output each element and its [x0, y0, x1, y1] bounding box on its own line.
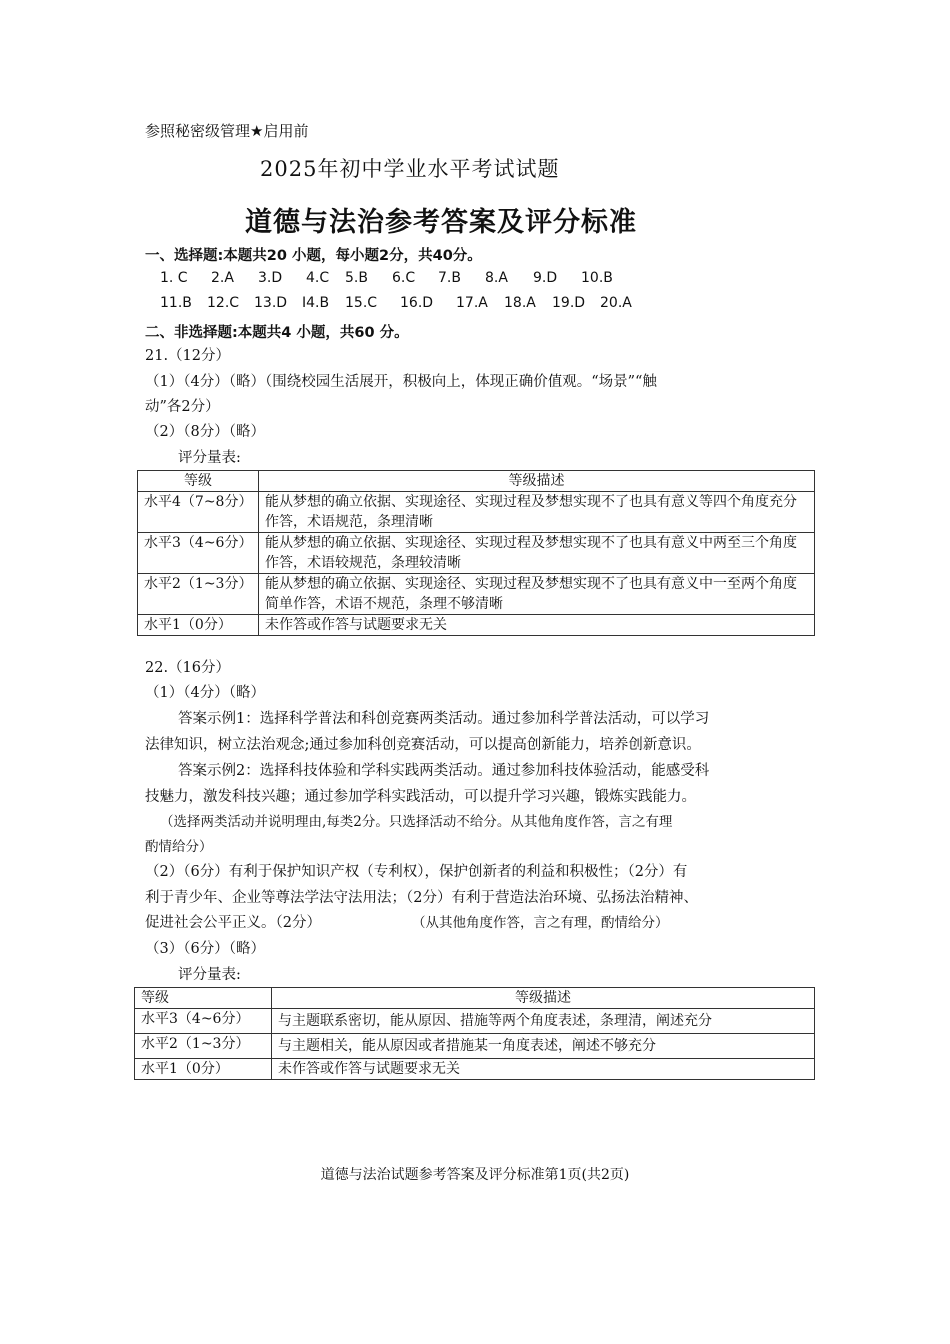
desc-cell: 能从梦想的确立依据、实现途径、实现过程及梦想实现不了也具有意义中一至两个角度简单作答，术语不规范，条理不够清晰	[259, 574, 815, 615]
table-row	[135, 1034, 815, 1059]
table-header-row	[138, 471, 815, 492]
answer-item: 4.C	[306, 270, 330, 286]
table-row	[138, 492, 815, 533]
table-row	[138, 574, 815, 615]
desc-cell: 能从梦想的确立依据、实现途径、实现过程及梦想实现不了也具有意义中两至三个角度作答，术语较规范，条理较清晰	[259, 533, 815, 574]
q22-example2-line1: 答案示例2：选择科技体验和学科实践两类活动。通过参加科技体验活动，能感受科	[178, 763, 710, 779]
level-cell: 水平2（1~3分）	[138, 574, 259, 615]
answers-row-1	[0, 270, 950, 290]
table-header-row	[135, 988, 815, 1009]
q22-scoring-note-line1: （选择两类活动并说明理由,每类2分。只选择活动不给分。从其他角度作答，言之有理	[160, 814, 673, 830]
q22-part2-line2: 利于青少年、企业等尊法学法守法用法；（2分）有利于营造法治环境、弘扬法治精神、	[145, 890, 698, 906]
q22-part2-line1: （2）（6分）有利于保护知识产权（专利权），保护创新者的利益和积极性；（2分）有	[145, 864, 688, 880]
page-footer: 道德与法治试题参考答案及评分标准第1页(共2页)	[320, 1167, 630, 1183]
q21-part1-line2: 动”各2分）	[145, 399, 220, 415]
answer-item: 20.A	[600, 295, 632, 311]
answers-row-2	[0, 295, 950, 315]
exam-year-title: 2025年初中学业水平考试试题	[260, 157, 560, 181]
answer-item: 3.D	[258, 270, 283, 286]
q21-part2: （2）（8分）（略）	[145, 424, 265, 440]
answer-item: 9.D	[533, 270, 558, 286]
table-row	[138, 615, 815, 636]
answer-item: 12.C	[207, 295, 240, 311]
level-cell: 水平1（0分）	[138, 615, 259, 636]
answer-item: 2.A	[211, 270, 234, 286]
answer-item: 13.D	[254, 295, 288, 311]
secret-label: 参照秘密级管理★启用前	[145, 122, 309, 140]
answer-item: 16.D	[400, 295, 434, 311]
level-cell: 水平4（7~8分）	[138, 492, 259, 533]
answer-item: 7.B	[438, 270, 461, 286]
q22-scoring-table	[134, 987, 815, 1080]
answer-item: 10.B	[581, 270, 613, 286]
q21-title: 21.（12分）	[145, 348, 231, 364]
q22-part2-note: （从其他角度作答，言之有理，酌情给分）	[412, 915, 669, 931]
table-header-level: 等级	[135, 988, 272, 1009]
q21-scale-label: 评分量表:	[178, 450, 241, 466]
desc-cell: 与主题联系密切，能从原因、措施等两个角度表述，条理清，阐述充分	[272, 1009, 815, 1034]
answer-item: 1. C	[160, 270, 188, 286]
answer-item: 15.C	[345, 295, 378, 311]
level-cell: 水平2（1~3分）	[135, 1034, 272, 1059]
q22-scale-label: 评分量表:	[178, 967, 241, 983]
q22-part2-line3: 促进社会公平正义。（2分）	[145, 915, 321, 931]
desc-cell: 能从梦想的确立依据、实现途径、实现过程及梦想实现不了也具有意义等四个角度充分作答，术语规范，条理清晰	[259, 492, 815, 533]
answer-item: 19.D	[552, 295, 586, 311]
q22-scoring-note-line2: 酌情给分）	[145, 839, 213, 855]
answer-item: 17.A	[456, 295, 488, 311]
q22-title: 22.（16分）	[145, 660, 231, 676]
table-row	[138, 533, 815, 574]
q21-part1-line1: （1）（4分）（略）（围绕校园生活展开，积极向上，体现正确价值观。“场景”“触	[145, 374, 657, 390]
page-title: 道德与法治参考答案及评分标准	[245, 207, 637, 238]
answer-item: 5.B	[345, 270, 368, 286]
answer-item: 8.A	[485, 270, 508, 286]
answer-item: 18.A	[504, 295, 536, 311]
answer-item: 11.B	[160, 295, 192, 311]
level-cell: 水平3（4~6分）	[138, 533, 259, 574]
table-header-desc: 等级描述	[259, 471, 815, 492]
table-row	[135, 1059, 815, 1080]
answer-item: 6.C	[392, 270, 416, 286]
q22-example2-line2: 技魅力，激发科技兴趣；通过参加学科实践活动，可以提升学习兴趣，锻炼实践能力。	[145, 789, 696, 805]
answer-item: I4.B	[302, 295, 330, 311]
level-cell: 水平3（4~6分）	[135, 1009, 272, 1034]
q22-part1: （1）（4分）（略）	[145, 685, 265, 701]
q22-example1-line2: 法律知识，树立法治观念;通过参加科创竞赛活动，可以提高创新能力，培养创新意识。	[145, 737, 701, 753]
desc-cell: 与主题相关，能从原因或者措施某一角度表述，阐述不够充分	[272, 1034, 815, 1059]
q22-example1-line1: 答案示例1：选择科学普法和科创竞赛两类活动。通过参加科学普法活动，可以学习	[178, 711, 710, 727]
table-header-desc: 等级描述	[272, 988, 815, 1009]
desc-cell: 未作答或作答与试题要求无关	[259, 615, 815, 636]
level-cell: 水平1（0分）	[135, 1059, 272, 1080]
section2-heading: 二、非选择题:本题共4 小题，共60 分。	[145, 325, 409, 341]
table-header-level: 等级	[138, 471, 259, 492]
desc-cell: 未作答或作答与试题要求无关	[272, 1059, 815, 1080]
table-row	[135, 1009, 815, 1034]
q22-part3: （3）（6分）（略）	[145, 941, 265, 957]
section1-heading: 一、选择题:本题共20 小题，每小题2分，共40分。	[145, 248, 482, 264]
q21-scoring-table	[137, 470, 815, 636]
